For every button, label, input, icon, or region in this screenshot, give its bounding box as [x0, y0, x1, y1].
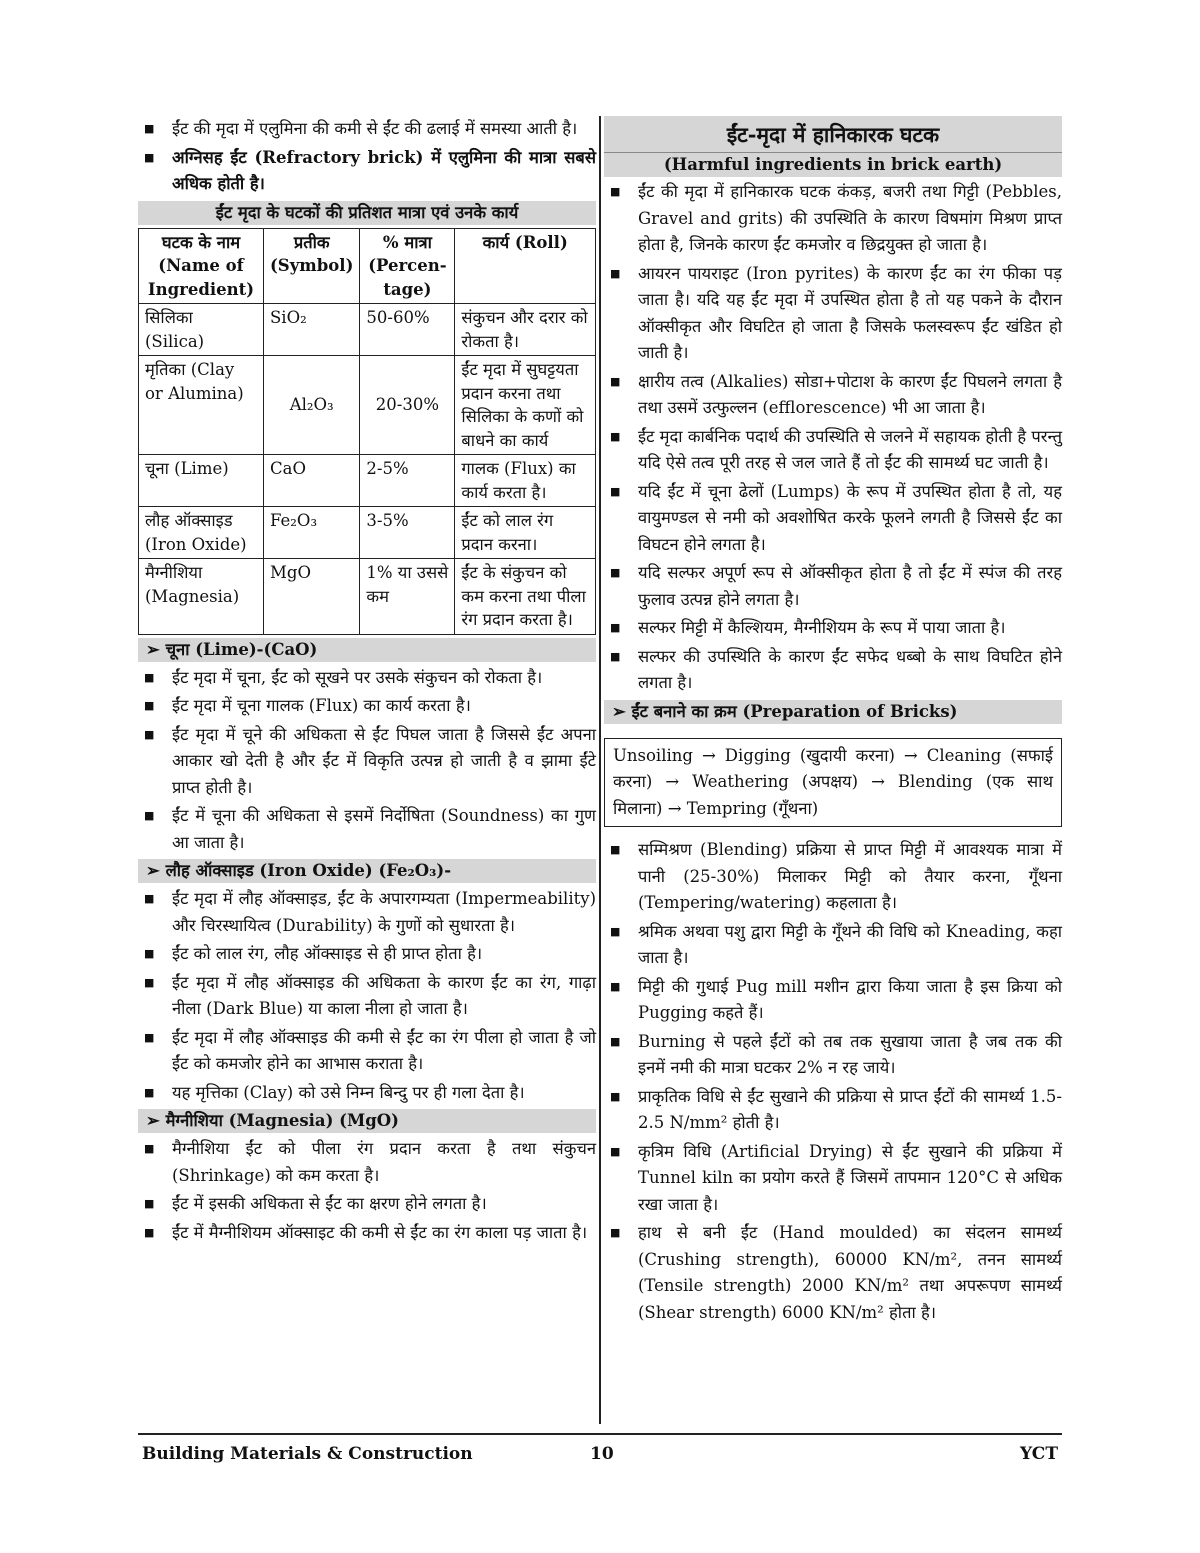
table-row [139, 455, 596, 507]
table-cell: 50-60% [360, 304, 455, 356]
bullet-item: ■ यदि सल्फर अपूर्ण रूप से ऑक्सीकृत होता है तो ईंट में स्पंज की तरह फुलाव उत्पन्न होने लगता है। [604, 560, 1062, 613]
page-number: 10 [590, 1444, 614, 1464]
bullet-item: ■ हाथ से बनी ईंट (Hand moulded) का संदलन सामर्थ्य (Crushing strength), 60000 KN/m², तनन सामर्थ्य (Tensile strength) 2000 KN/m² तथा अपरूपण सामर्थ्य (Shear strength) 6000 KN/m² होता है। [604, 1220, 1062, 1326]
section-heading-preparation: ➢ ईंट बनाने का क्रम (Preparation of Bricks) [604, 700, 1062, 724]
table-cell: मृतिका (Clay or Alumina) [139, 356, 264, 455]
table-cell: मैग्नीशिया (Magnesia) [139, 559, 264, 635]
table-cell: MgO [264, 559, 360, 635]
table-header: % मात्रा (Percen-tage) [360, 228, 455, 304]
table-cell: Fe₂O₃ [264, 507, 360, 559]
table-header: प्रतीक (Symbol) [264, 228, 360, 304]
left-column [138, 116, 596, 1248]
section-heading-magnesia: ➢ मैग्नीशिया (Magnesia) (MgO) [138, 1109, 596, 1133]
table-cell: गालक (Flux) का कार्य करता है। [455, 455, 596, 507]
bullet-item: ■ श्रमिक अथवा पशु द्वारा मिट्टी के गूँथने की विधि को Kneading, कहा जाता है। [604, 919, 1062, 972]
table-cell: 3-5% [360, 507, 455, 559]
right-column [604, 116, 1062, 1328]
process-flow-box: Unsoiling → Digging (खुदायी करना) → Cleaning (सफाई करना) → Weathering (अपक्षय) → Blending (एक साथ मिलाना) → Tempring (गूँथना) [604, 738, 1062, 828]
table-cell: सिलिका (Silica) [139, 304, 264, 356]
bullet-item: ■ कृत्रिम विधि (Artificial Drying) से ईंट सुखाने की प्रक्रिया में Tunnel kiln का प्रयोग करते हैं जिसमें तापमान 120°C से अधिक रखा जाता है। [604, 1139, 1062, 1219]
footer-book-title: Building Materials & Construction [142, 1444, 473, 1464]
table-row [139, 356, 596, 455]
bullet-item: ■ ईंट में चूना की अधिकता से इसमें निर्दोषिता (Soundness) का गुण आ जाता है। [138, 803, 596, 856]
bullet-item: ■ अग्निसह ईंट (Refractory brick) में एलुमिना की मात्रा सबसे अधिक होती है। [138, 145, 596, 198]
harmful-ingredients-heading [604, 116, 1062, 177]
bullet-item: ■ ईंट में इसकी अधिकता से ईंट का क्षरण होने लगता है। [138, 1191, 596, 1218]
bullet-item: ■ ईंट मृदा में चूना गालक (Flux) का कार्य करता है। [138, 693, 596, 720]
section-heading-iron-oxide: ➢ लौह ऑक्साइड (Iron Oxide) (Fe₂O₃)- [138, 859, 596, 883]
table-cell: 1% या उससे कम [360, 559, 455, 635]
heading-english: (Harmful ingredients in brick earth) [604, 152, 1062, 177]
bullet-item: ■ ईंट मृदा में चूना, ईंट को सूखने पर उसके संकुचन को रोकता है। [138, 665, 596, 692]
bullet-item: ■ ईंट मृदा में लौह ऑक्साइड, ईंट के अपारगम्यता (Impermeability) और चिरस्थायित्व (Durability) के गुणों को सुधारता है। [138, 886, 596, 939]
bullet-item: ■ सल्फर मिट्टी में कैल्शियम, मैग्नीशियम के रूप में पाया जाता है। [604, 615, 1062, 642]
bullet-item: ■ मैग्नीशिया ईंट को पीला रंग प्रदान करता है तथा संकुचन (Shrinkage) को कम करता है। [138, 1136, 596, 1189]
bullet-item: ■ ईंट मृदा कार्बनिक पदार्थ की उपस्थिति से जलने में सहायक होती है परन्तु यदि ऐसे तत्व पूरी तरह से जल जाते हैं तो ईंट की सामर्थ्य घट जाती है। [604, 424, 1062, 477]
bullet-item: ■ ईंट को लाल रंग, लौह ऑक्साइड से ही प्राप्त होता है। [138, 941, 596, 968]
table-row [139, 559, 596, 635]
table-cell: ईंट मृदा में सुघट्टयता प्रदान करना तथा सिलिका के कणों को बाधने का कार्य [455, 356, 596, 455]
bullet-item: ■ Burning से पहले ईंटों को तब तक सुखाया जाता है जब तक की इनमें नमी की मात्रा घटकर 2% न रह जाये। [604, 1029, 1062, 1082]
bullet-item: ■ ईंट में मैग्नीशियम ऑक्साइट की कमी से ईंट का रंग काला पड़ जाता है। [138, 1220, 596, 1247]
table-cell: ईंट के संकुचन को कम करना तथा पीला रंग प्रदान करता है। [455, 559, 596, 635]
table-header: कार्य (Roll) [455, 228, 596, 304]
table-cell: 20-30% [360, 356, 455, 455]
table-cell: ईंट को लाल रंग प्रदान करना। [455, 507, 596, 559]
section-heading-lime: ➢ चूना (Lime)-(CaO) [138, 638, 596, 662]
table-title: ईंट मृदा के घटकों की प्रतिशत मात्रा एवं उनके कार्य [138, 201, 596, 225]
bullet-item: ■ क्षारीय तत्व (Alkalies) सोडा+पोटाश के कारण ईंट पिघलने लगता है तथा उसमें उत्फुल्लन (efflorescence) भी आ जाता है। [604, 369, 1062, 422]
bullet-item: ■ सम्मिश्रण (Blending) प्रक्रिया से प्राप्त मिट्टी में आवश्यक मात्रा में पानी (25-30%) मिलाकर मिट्टी को तैयार करना, गूँथना (Tempering/watering) कहलाता है। [604, 837, 1062, 917]
bullet-item: ■ मिट्टी की गुथाई Pug mill मशीन द्वारा किया जाता है इस क्रिया को Pugging कहते हैं। [604, 974, 1062, 1027]
table-cell: संकुचन और दरार को रोकता है। [455, 304, 596, 356]
table-cell: लौह ऑक्साइड (Iron Oxide) [139, 507, 264, 559]
table-cell: 2-5% [360, 455, 455, 507]
bullet-item: ■ ईंट की मृदा में एलुमिना की कमी से ईंट की ढलाई में समस्या आती है। [138, 116, 596, 143]
bullet-item: ■ ईंट मृदा में लौह ऑक्साइड की कमी से ईंट का रंग पीला हो जाता है जो ईंट को कमजोर होने का आभास कराता है। [138, 1025, 596, 1078]
footer-publisher: YCT [1019, 1444, 1058, 1464]
column-divider [599, 116, 601, 1424]
table-header: घटक के नाम (Name of Ingredient) [139, 228, 264, 304]
bullet-item: ■ आयरन पायराइट (Iron pyrites) के कारण ईंट का रंग फीका पड़ जाता है। यदि यह ईंट मृदा में उपस्थित होता है तो यह पकने के दौरान ऑक्सीकृत और विघटित हो जाता है जिसके फलस्वरूप ईंट खंडित हो जाती है। [604, 261, 1062, 367]
ingredients-table [138, 228, 596, 635]
page-footer [138, 1433, 1062, 1464]
bullet-item: ■ ईंट की मृदा में हानिकारक घटक कंकड़, बजरी तथा गिट्टी (Pebbles, Gravel and grits) की उपस्थिति के कारण विषमांग मिश्रण प्राप्त होता है, जिनके कारण ईंट कमजोर व छिद्रयुक्त हो जाता है। [604, 179, 1062, 259]
bullet-item: ■ यदि ईंट में चूना ढेलों (Lumps) के रूप में उपस्थित होता है तो, यह वायुमण्डल से नमी को अवशोषित करके फूलने लगती है जिससे ईंट का विघटन होने लगता है। [604, 479, 1062, 559]
bullet-item: ■ ईंट मृदा में चूने की अधिकता से ईंट पिघल जाता है जिससे ईंट अपना आकार खो देती है और ईंट में विकृति उत्पन्न हो जाती है व झामा ईंटे प्राप्त होती है। [138, 722, 596, 802]
page-body [138, 116, 1062, 1426]
table-header-row [139, 228, 596, 304]
table-row [139, 507, 596, 559]
heading-hindi: ईंट-मृदा में हानिकारक घटक [726, 122, 940, 147]
table-cell: CaO [264, 455, 360, 507]
bullet-item: ■ यह मृत्तिका (Clay) को उसे निम्न बिन्दु पर ही गला देता है। [138, 1080, 596, 1107]
table-row [139, 304, 596, 356]
bullet-item: ■ ईंट मृदा में लौह ऑक्साइड की अधिकता के कारण ईंट का रंग, गाढ़ा नीला (Dark Blue) या काला नीला हो जाता है। [138, 970, 596, 1023]
bullet-item: ■ सल्फर की उपस्थिति के कारण ईंट सफेद धब्बो के साथ विघटित होने लगता है। [604, 644, 1062, 697]
table-cell: चूना (Lime) [139, 455, 264, 507]
bullet-item: ■ प्राकृतिक विधि से ईंट सुखाने की प्रक्रिया से प्राप्त ईंटों की सामर्थ्य 1.5-2.5 N/mm² होती है। [604, 1084, 1062, 1137]
table-cell: Al₂O₃ [264, 356, 360, 455]
table-cell: SiO₂ [264, 304, 360, 356]
